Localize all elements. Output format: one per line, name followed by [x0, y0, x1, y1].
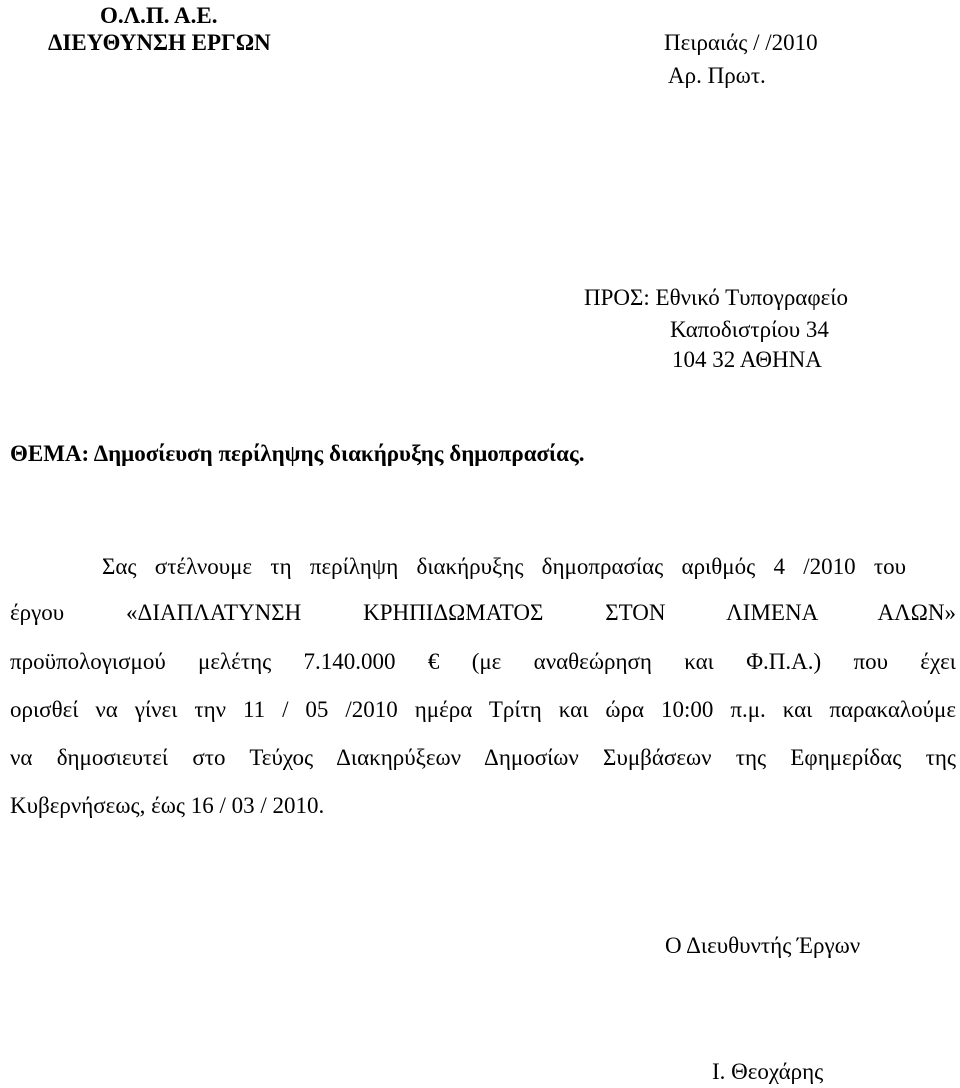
- department-name: ΔΙΕΥΘΥΝΣΗ ΕΡΓΩΝ: [48, 30, 271, 55]
- body-line-6: Κυβερνήσεως, έως 16 / 03 / 2010.: [10, 793, 325, 818]
- subject-label: ΘΕΜΑ:: [10, 441, 90, 466]
- body-line-5: να δημοσιευτεί στο Τεύχος Διακηρύξεων Δημοσίων Συμβάσεων της Εφημερίδας της: [10, 745, 956, 770]
- signature-title: Ο Διευθυντής Έργων: [665, 933, 861, 958]
- recipient-city: 104 32 ΑΘΗΝΑ: [672, 347, 822, 372]
- protocol-number: Αρ. Πρωτ.: [668, 63, 766, 88]
- recipient-street: Καποδιστρίου 34: [670, 317, 829, 342]
- recipient-name: ΠΡΟΣ: Εθνικό Τυπογραφείο: [584, 285, 848, 310]
- organization-name: Ο.Λ.Π. Α.Ε.: [100, 3, 218, 28]
- body-line-1: Σας στέλνουμε τη περίληψη διακήρυξης δημοπρασίας αριθμός 4 /2010 του: [102, 554, 906, 579]
- place-date: Πειραιάς / /2010: [664, 30, 818, 55]
- body-line-4: ορισθεί να γίνει την 11 / 05 /2010 ημέρα Τρίτη και ώρα 10:00 π.μ. και παρακαλούμε: [10, 697, 956, 722]
- subject-text: Δημοσίευση περίληψης διακήρυξης δημοπρασίας.: [93, 441, 585, 466]
- signature-name: Ι. Θεοχάρης: [712, 1059, 824, 1084]
- body-line-3: προϋπολογισμού μελέτης 7.140.000 € (με αναθεώρηση και Φ.Π.Α.) που έχει: [10, 649, 956, 674]
- subject-line: [10, 442, 584, 465]
- body-line-2: έργου «ΔΙΑΠΛΑΤΥΝΣΗ ΚΡΗΠΙΔΩΜΑΤΟΣ ΣΤΟΝ ΛΙΜΕΝΑ ΑΛΩΝ»: [10, 600, 956, 625]
